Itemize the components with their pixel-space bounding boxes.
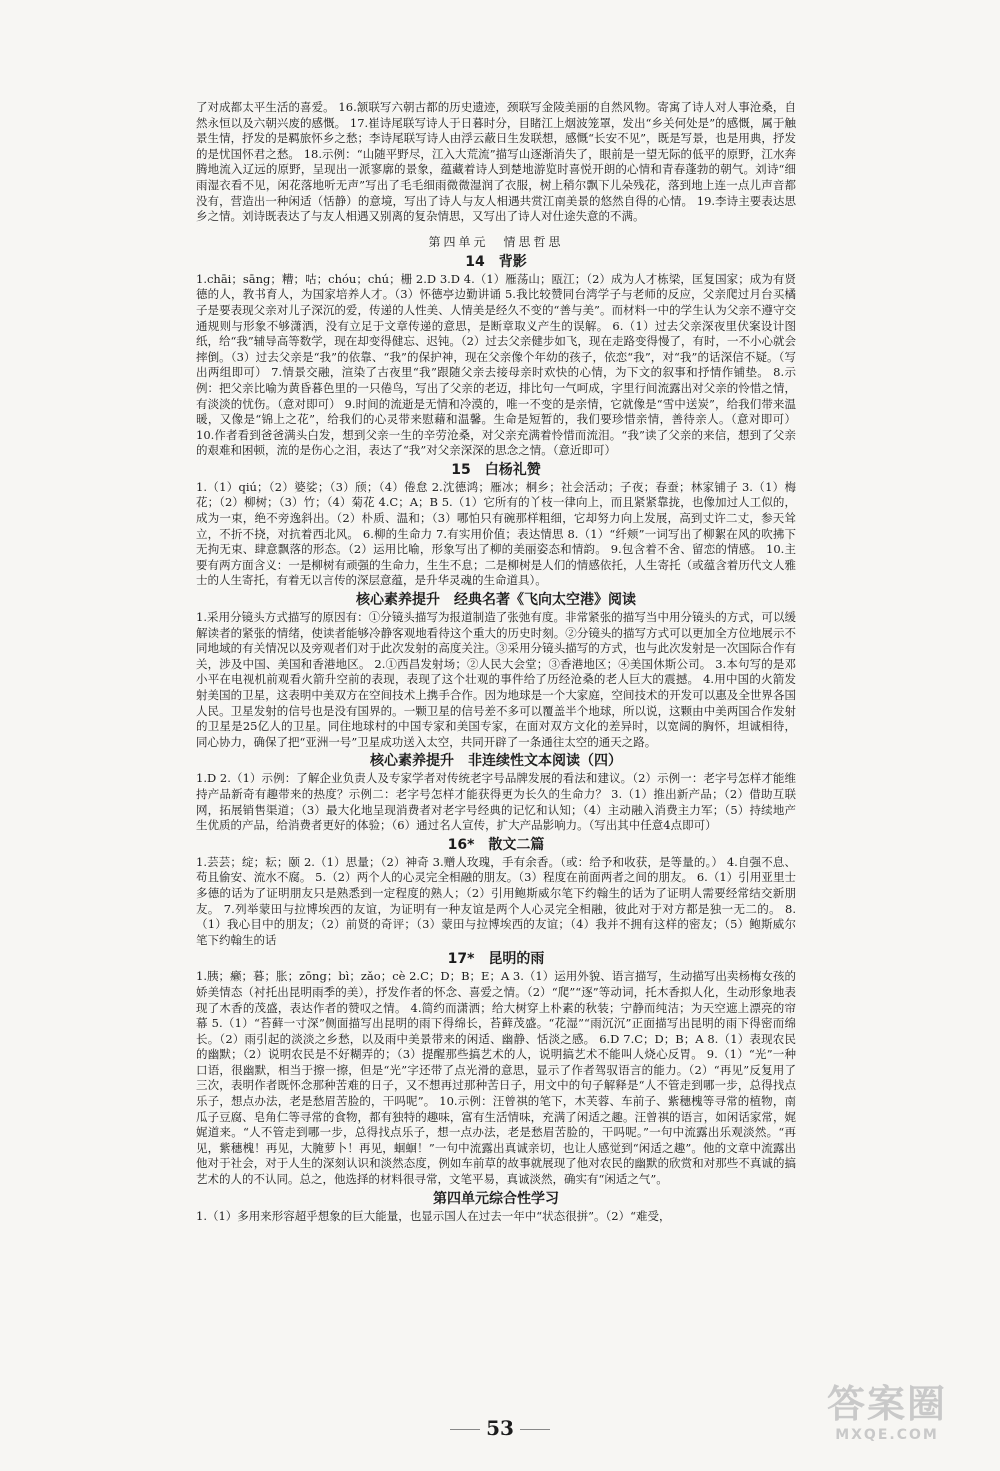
lesson-15-answers: 1.（1）qiú；（2）婆娑；（3）颀；（4）倦怠 2.沈德鸿；雁冰；桐乡；社会活动；子夜；春蚕；林家铺子 3.（1）梅花；（2）柳树；（3）竹；（4）菊花 4.C；A；B 5.（1）它所有的丫枝一律向上，而且紧紧靠拢，也像加过人工似的，成为一束，绝不旁逸斜出。（2）朴质、温和；（3）哪怕只有碗那样粗细，它却努力向上发展，高到丈许二丈，参天耸立，不折不挠，对抗着西北风。 6.柳的生命力 7.有实用价值；表达情思 8.（1）“纤颊”一词写出了柳絮在风的吹拂下无拘无束、肆意飘落的形态。（2）运用比喻，形象写出了柳的美丽姿态和情韵。 9.包含着不舍、留恋的情感。 10.主要有两方面含义：一是柳树有顽强的生命力，生生不息；二是柳树是人们的情感依托，人生寄托（或蕴含着历代文人雅士的人生寄托，有着无以言传的深层意蕴，是升华灵魂的生命道具）。 [196, 479, 796, 588]
lesson-number: 16* [447, 836, 475, 853]
divider [520, 1429, 550, 1430]
lesson-number: 15 [451, 461, 471, 478]
core-literacy-answers-2: 1.D 2.（1）示例：了解企业负责人及专家学者对传统老字号品牌发展的看法和建议。（2）示例一：老字号怎样才能维持产品新奇有趣带来的热度？示例二：老字号怎样才能获得更为长久的生命力？ 3.（1）推出新产品；（2）借助互联网，拓展销售渠道；（3）最大化地呈现消费者对老字号经典的记忆和认知；（4）主动融入消费主力军；（5）持续地产生优质的产品，给消费者更好的体验；（6）通过名人宣传，扩大产品影响力。（写出其中任意4点即可） [196, 771, 796, 833]
lesson-16-heading [196, 836, 796, 854]
core-literacy-heading-2: 核心素养提升 非连续性文本阅读（四） [370, 753, 622, 770]
paragraph-poetry-answers: 了对成都太平生活的喜爱。 16.颔联写六朝古都的历史遗迹，颈联写金陵美丽的自然风物。寄寓了诗人对人事沧桑，自然永恒以及六朝兴废的感慨。 17.崔诗尾联写诗人于日暮时分，目睹江上烟波笼罩，发出“乡关何处是”的感慨，属于触景生情，抒发的是羁旅怀乡之愁；李诗尾联写诗人由浮云蔽日生发联想，感慨“长安不见”，既是写景，也是用典，抒发的是忧国怀君之愁。 18.示例：“山随平野尽，江入大荒流”描写山逐渐消失了，眼前是一望无际的低平的原野，江水奔腾地流入辽远的原野，呈现出一派寥廓的景象，蕴藏着诗人到楚地游览时喜悦开朗的心情和青春蓬勃的朝气。刘诗“细雨湿衣看不见，闲花落地听无声”写出了毛毛细雨微微湿润了衣服，树上稍尔飘下儿朵残花，落到地上连一点儿声音都没有，营造出一种闲适（恬静）的意境，写出了诗人与友人相遇共赏江南美景的悠然自得的心情。 19.李诗主要表达思乡之情。刘诗既表达了与友人相遇又别离的复杂情思，又写出了诗人对仕途失意的不满。 [196, 100, 796, 224]
lesson-17-answers: 1.胰；癞；暮；胀；zōng；bì；zǎo；cè 2.C；D；B；E；A 3.（1）运用外貌、语言描写，生动描写出卖杨梅女孩的娇美情态（衬托出昆明雨季的美），抒发作者的怀念、喜爱之情。（2）“爬”“逐”等动词，托木香拟人化，生动形象地表现了木香的茂盛，表达作者的赞叹之情。 4.简约而潇洒；给大树穿上朴素的秋装；宁静而纯洁；为天空遮上漂亮的帘幕 5.（1）“苔藓一寸深”侧面描写出昆明的雨下得绵长，苔藓茂盛。“花湿”“雨沉沉”正面描写出昆明的雨下得密而绵长。（2）雨引起的淡淡之乡愁，以及雨中美景带来的闲适、幽静、恬淡之感。 6.D 7.C；D；B；A 8.（1）表现农民的幽默；（2）说明农民是不好糊弄的；（3）提醒那些搞艺术的人，说明搞艺术不能叫人烧心反胃。 9.（1）“光”一种口语，很幽默，相当于擦一擦，但是“光”字还带了点光滑的意思，显示了作者驾驭语言的能力。（2）“再见”反复用了三次，表明作者既怀念那种苦难的日子，又不想再过那种苦日子，用文中的句子解释是“人不管走到哪一步，总得找点乐子，想点办法，老是愁眉苦脸的，干吗呢”。 10.示例：汪曾祺的笔下，木芙蓉、车前子、紫穗槐等寻常的植物，南瓜子豆腐、皂角仁等寻常的食物，都有独特的趣味，富有生活情味，充满了闲适之趣。汪曾祺的语言，如闲话家常，娓娓道来。“人不管走到哪一步，总得找点乐子，想一点办法，老是愁眉苦脸的，干吗呢。”一句中流露出乐观淡然。“再见，紫穗槐！再见，大腌萝卜！再见，蛔蛔！”一句中流露出真诚亲切，也让人感觉到“闲适之趣”。他的文章中流露出他对于社会，对于人生的深刻认识和淡然态度，例如车前草的故事就展现了他对农民的幽默的欣赏和对那些不真诚的搞艺术的人的不认同。总之，他选择的材料很寻常，文笔平易，真诚淡然，确实有“闲适之气”。 [196, 969, 796, 1187]
lesson-15-heading [196, 461, 796, 479]
answer-key-page [196, 100, 796, 1224]
lesson-14-heading [196, 253, 796, 271]
watermark-title: 答案圈 [826, 1382, 947, 1426]
lesson-title: 白杨礼赞 [484, 461, 541, 478]
comprehensive-study-heading: 第四单元综合性学习 [433, 1190, 559, 1207]
lesson-title: 昆明的雨 [488, 951, 545, 968]
lesson-16-answers: 1.芸芸；绽；耘；颐 2.（1）思量；（2）神奇 3.赠人玫瑰，手有余香。（或：给予和收获，是等量的。） 4.自强不息、苟且偷安、流水不腐。 5.（2）两个人的心灵完全相融的朋友。（3）程度在前面两者之间的朋友。 6.（1）引用亚里士多德的话为了证明朋友只是熟悉到一定程度的熟人；（2）引用鲍斯威尔笔下约翰生的话为了证明人需要经常结交新朋友。 7.列举蒙田与拉博埃西的友谊，为证明有一种友谊是两个人心灵完全相融，彼此对于对方都是独一无二的。 8.（1）我心目中的朋友；（2）前贤的奇评；（3）蒙田与拉博埃西的友谊；（4）我并不拥有这样的密友；（5）鲍斯威尔笔下约翰生的话 [196, 854, 796, 947]
core-literacy-heading-1: 核心素养提升 经典名著《飞向太空港》阅读 [356, 592, 636, 609]
lesson-title: 散文二篇 [488, 836, 545, 853]
unit-heading: 第四单元 情思哲思 [428, 234, 564, 249]
lesson-17-heading [196, 950, 796, 968]
divider [450, 1429, 480, 1430]
page-number-text: 53 [486, 1416, 514, 1440]
comprehensive-study-answers: 1.（1）多用来形容超乎想象的巨大能量，也显示国人在过去一年中“状态很拼”。（2）“难受， [196, 1208, 671, 1223]
lesson-14-answers: 1.chāi；sāng；糟；咕；chóu；chú；栅 2.D 3.D 4.（1）雁荡山；瓯江；（2）成为人才栋梁，匡复国家；成为有贤德的人，教书育人，为国家培养人才。（3）怀德亭边勤讲诵 5.我比较赞同台湾学子与老师的反应，父亲爬过月台买橘子是要表现父亲对儿子深沉的爱，传递的人性美、人情美是经久不变的“善与美”。而材料一中的学生认为父亲不遵守交通规则与形象不够潇洒，没有立足于文章传递的意思，是断章取义产生的误解。 6.（1）过去父亲深夜里伏案设计图纸，给“我”辅导高等数学，现在却变得健忘、迟钝。（2）过去父亲健步如飞，现在走路变得慢了，有时，一不小心就会摔倒。（3）过去父亲是“我”的依靠、“我”的保护神，现在父亲像个年幼的孩子，依恋“我”，对“我”的话深信不疑。（写出两组即可） 7.情景交融，渲染了古夜里“我”跟随父亲去接母亲时欢快的心情，为下文的叙事和抒情作铺垫。 8.示例：把父亲比喻为黄昏暮色里的一只倦鸟，写出了父亲的老迈，排比句一气呵成，字里行间流露出对父亲的怜惜之情，有淡淡的忧伤。（意对即可） 9.时间的流逝是无情和冷漠的，唯一不变的是亲情，它就像是“雪中送炭”，给我们带来温暖，又像是“锦上之花”，给我们的心灵带来慰藉和温馨。生命是短暂的，我们要珍惜亲情，善待亲人。（意对即可） 10.作者看到爸爸满头白发，想到父亲一生的辛劳沧桑，对父亲充满着怜惜而流泪。“我”读了父亲的来信，想到了父亲的艰难和困顿，流的是伤心之泪，表达了“我”对父亲深深的思念之情。（意近即可） [196, 271, 796, 458]
lesson-title: 背影 [498, 253, 527, 270]
lesson-number: 14 [465, 253, 485, 270]
core-literacy-answers-1: 1.采用分镜头方式描写的原因有：①分镜头描写为报道制造了张弛有度。非常紧张的描写当中用分镜头的方式，可以缓解读者的紧张的情绪，使读者能够冷静客观地看待这个重大的历史时刻。②分镜头的描写方式可以更加全方位地展示不同地域的有关情况以及旁观者们对于此次发射的高度关注。③采用分镜头描写的方式，也与此次发射是一次国际合作有关，涉及中国、美国和香港地区。 2.①西昌发射场；②人民大会堂；③香港地区；④美国休斯公司。 3.本句写的是邓小平在电视机前观看火箭升空前的表现，表现了这个壮观的事件给了历经沧桑的老人巨大的震撼。 4.用中国的火箭发射美国的卫星，这表明中美双方在空间技术上携手合作。因为地球是一个大家庭，空间技术的开发可以惠及全世界各国人民。卫星发射的信号也是没有国界的。一颗卫星的信号差不多可以覆盖半个地球，所以说，这颗由中美两国合作发射的卫星是25亿人的卫星。同住地球村的中国专家和美国专家，在面对双方文化的差异时，以宽阔的胸怀，坦诚相待，同心协力，确保了把“亚洲一号”卫星成功送入太空，共同开辟了一条通往太空的通天之路。 [196, 610, 796, 749]
watermark [792, 1381, 982, 1451]
watermark-url: MXQE.COM [835, 1427, 939, 1443]
lesson-number: 17* [447, 951, 475, 968]
